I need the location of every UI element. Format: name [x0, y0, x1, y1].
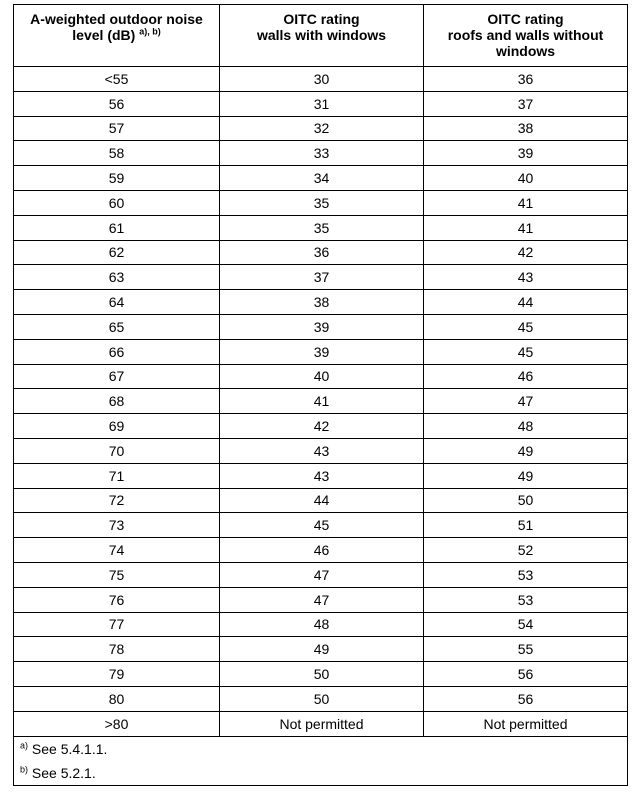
- cell-walls-with-windows: 37: [220, 265, 424, 290]
- cell-roofs-walls-without-windows: 47: [424, 389, 628, 414]
- table-row: [14, 116, 628, 141]
- cell-walls-with-windows: 39: [220, 314, 424, 339]
- table-row: [14, 438, 628, 463]
- cell-walls-with-windows: 47: [220, 587, 424, 612]
- table-row: [14, 314, 628, 339]
- header-col3-line3: windows: [495, 43, 556, 59]
- cell-roofs-walls-without-windows: 52: [424, 538, 628, 563]
- cell-walls-with-windows: 47: [220, 562, 424, 587]
- cell-roofs-walls-without-windows: 46: [424, 364, 628, 389]
- table-row: [14, 488, 628, 513]
- header-col3-line1: OITC rating: [487, 11, 564, 27]
- cell-roofs-walls-without-windows: 37: [424, 91, 628, 116]
- cell-walls-with-windows: 31: [220, 91, 424, 116]
- cell-walls-with-windows: 41: [220, 389, 424, 414]
- cell-roofs-walls-without-windows: 53: [424, 562, 628, 587]
- cell-noise-level: 80: [14, 686, 220, 711]
- cell-roofs-walls-without-windows: 51: [424, 513, 628, 538]
- footnote-b-text: See 5.2.1.: [28, 764, 96, 781]
- footnote-b-marker: b): [20, 763, 29, 774]
- cell-walls-with-windows: 32: [220, 116, 424, 141]
- table-row: [14, 513, 628, 538]
- cell-walls-with-windows: 44: [220, 488, 424, 513]
- cell-noise-level: 70: [14, 438, 220, 463]
- cell-noise-level: 74: [14, 538, 220, 563]
- cell-noise-level: 57: [14, 116, 220, 141]
- footnote-a: [20, 737, 627, 761]
- cell-noise-level: 65: [14, 314, 220, 339]
- table-row: [14, 711, 628, 736]
- cell-walls-with-windows: 42: [220, 414, 424, 439]
- cell-noise-level: 59: [14, 166, 220, 191]
- cell-noise-level: 60: [14, 190, 220, 215]
- table-row: [14, 686, 628, 711]
- cell-roofs-walls-without-windows: 53: [424, 587, 628, 612]
- cell-roofs-walls-without-windows: 38: [424, 116, 628, 141]
- cell-roofs-walls-without-windows: 36: [424, 67, 628, 92]
- cell-noise-level: 56: [14, 91, 220, 116]
- header-footnote-marker: a), b): [139, 26, 161, 37]
- cell-walls-with-windows: Not permitted: [220, 711, 424, 736]
- cell-roofs-walls-without-windows: 40: [424, 166, 628, 191]
- cell-roofs-walls-without-windows: 55: [424, 637, 628, 662]
- cell-walls-with-windows: 43: [220, 463, 424, 488]
- table-row: [14, 265, 628, 290]
- cell-roofs-walls-without-windows: Not permitted: [424, 711, 628, 736]
- cell-noise-level: 77: [14, 612, 220, 637]
- cell-roofs-walls-without-windows: 50: [424, 488, 628, 513]
- cell-noise-level: 78: [14, 637, 220, 662]
- table-row: [14, 414, 628, 439]
- cell-walls-with-windows: 49: [220, 637, 424, 662]
- cell-noise-level: 63: [14, 265, 220, 290]
- table-row: [14, 538, 628, 563]
- header-col3-line2: roofs and walls without: [447, 27, 604, 43]
- table-row: [14, 215, 628, 240]
- cell-walls-with-windows: 34: [220, 166, 424, 191]
- table-row: [14, 290, 628, 315]
- cell-noise-level: 66: [14, 339, 220, 364]
- table-row: [14, 141, 628, 166]
- cell-noise-level: 71: [14, 463, 220, 488]
- cell-roofs-walls-without-windows: 39: [424, 141, 628, 166]
- cell-walls-with-windows: 50: [220, 662, 424, 687]
- cell-noise-level: 61: [14, 215, 220, 240]
- table-row: [14, 339, 628, 364]
- footnotes-cell: [14, 736, 628, 785]
- cell-roofs-walls-without-windows: 48: [424, 414, 628, 439]
- cell-roofs-walls-without-windows: 42: [424, 240, 628, 265]
- cell-roofs-walls-without-windows: 45: [424, 339, 628, 364]
- cell-noise-level: 62: [14, 240, 220, 265]
- cell-roofs-walls-without-windows: 54: [424, 612, 628, 637]
- cell-noise-level: 76: [14, 587, 220, 612]
- cell-noise-level: >80: [14, 711, 220, 736]
- header-col2-line1: OITC rating: [283, 11, 360, 27]
- cell-roofs-walls-without-windows: 41: [424, 215, 628, 240]
- cell-roofs-walls-without-windows: 45: [424, 314, 628, 339]
- header-roofs-walls-without-windows: [424, 5, 628, 67]
- footnote-b: [20, 761, 627, 785]
- table-row: [14, 562, 628, 587]
- table-row: [14, 166, 628, 191]
- table-row: [14, 91, 628, 116]
- cell-noise-level: 79: [14, 662, 220, 687]
- cell-roofs-walls-without-windows: 41: [424, 190, 628, 215]
- cell-walls-with-windows: 43: [220, 438, 424, 463]
- cell-walls-with-windows: 35: [220, 190, 424, 215]
- cell-noise-level: 72: [14, 488, 220, 513]
- cell-noise-level: 68: [14, 389, 220, 414]
- table-row: [14, 587, 628, 612]
- cell-roofs-walls-without-windows: 56: [424, 686, 628, 711]
- cell-noise-level: 58: [14, 141, 220, 166]
- table-row: [14, 637, 628, 662]
- cell-roofs-walls-without-windows: 44: [424, 290, 628, 315]
- cell-walls-with-windows: 35: [220, 215, 424, 240]
- cell-walls-with-windows: 40: [220, 364, 424, 389]
- cell-roofs-walls-without-windows: 56: [424, 662, 628, 687]
- cell-walls-with-windows: 48: [220, 612, 424, 637]
- cell-noise-level: 67: [14, 364, 220, 389]
- header-walls-with-windows: [220, 5, 424, 67]
- table-row: [14, 364, 628, 389]
- cell-walls-with-windows: 36: [220, 240, 424, 265]
- table-row: [14, 240, 628, 265]
- cell-walls-with-windows: 30: [220, 67, 424, 92]
- oitc-rating-table: [13, 4, 628, 786]
- table-row: [14, 463, 628, 488]
- table-row: [14, 612, 628, 637]
- cell-walls-with-windows: 39: [220, 339, 424, 364]
- cell-noise-level: 64: [14, 290, 220, 315]
- table-row: [14, 67, 628, 92]
- footnote-a-marker: a): [20, 739, 29, 750]
- table-row: [14, 389, 628, 414]
- cell-noise-level: 69: [14, 414, 220, 439]
- header-noise-level: [14, 5, 220, 67]
- cell-walls-with-windows: 50: [220, 686, 424, 711]
- cell-roofs-walls-without-windows: 49: [424, 438, 628, 463]
- table-row: [14, 190, 628, 215]
- header-col2-line2: walls with windows: [256, 27, 387, 43]
- header-noise-level-text: A-weighted outdoor noise level (dB): [30, 11, 203, 43]
- footnotes-row: [14, 736, 628, 785]
- cell-noise-level: 75: [14, 562, 220, 587]
- table-header-row: [14, 5, 628, 67]
- cell-roofs-walls-without-windows: 49: [424, 463, 628, 488]
- cell-noise-level: 73: [14, 513, 220, 538]
- footnote-a-text: See 5.4.1.1.: [28, 740, 108, 757]
- table-row: [14, 662, 628, 687]
- cell-walls-with-windows: 33: [220, 141, 424, 166]
- cell-noise-level: <55: [14, 67, 220, 92]
- cell-walls-with-windows: 45: [220, 513, 424, 538]
- cell-roofs-walls-without-windows: 43: [424, 265, 628, 290]
- cell-walls-with-windows: 38: [220, 290, 424, 315]
- cell-walls-with-windows: 46: [220, 538, 424, 563]
